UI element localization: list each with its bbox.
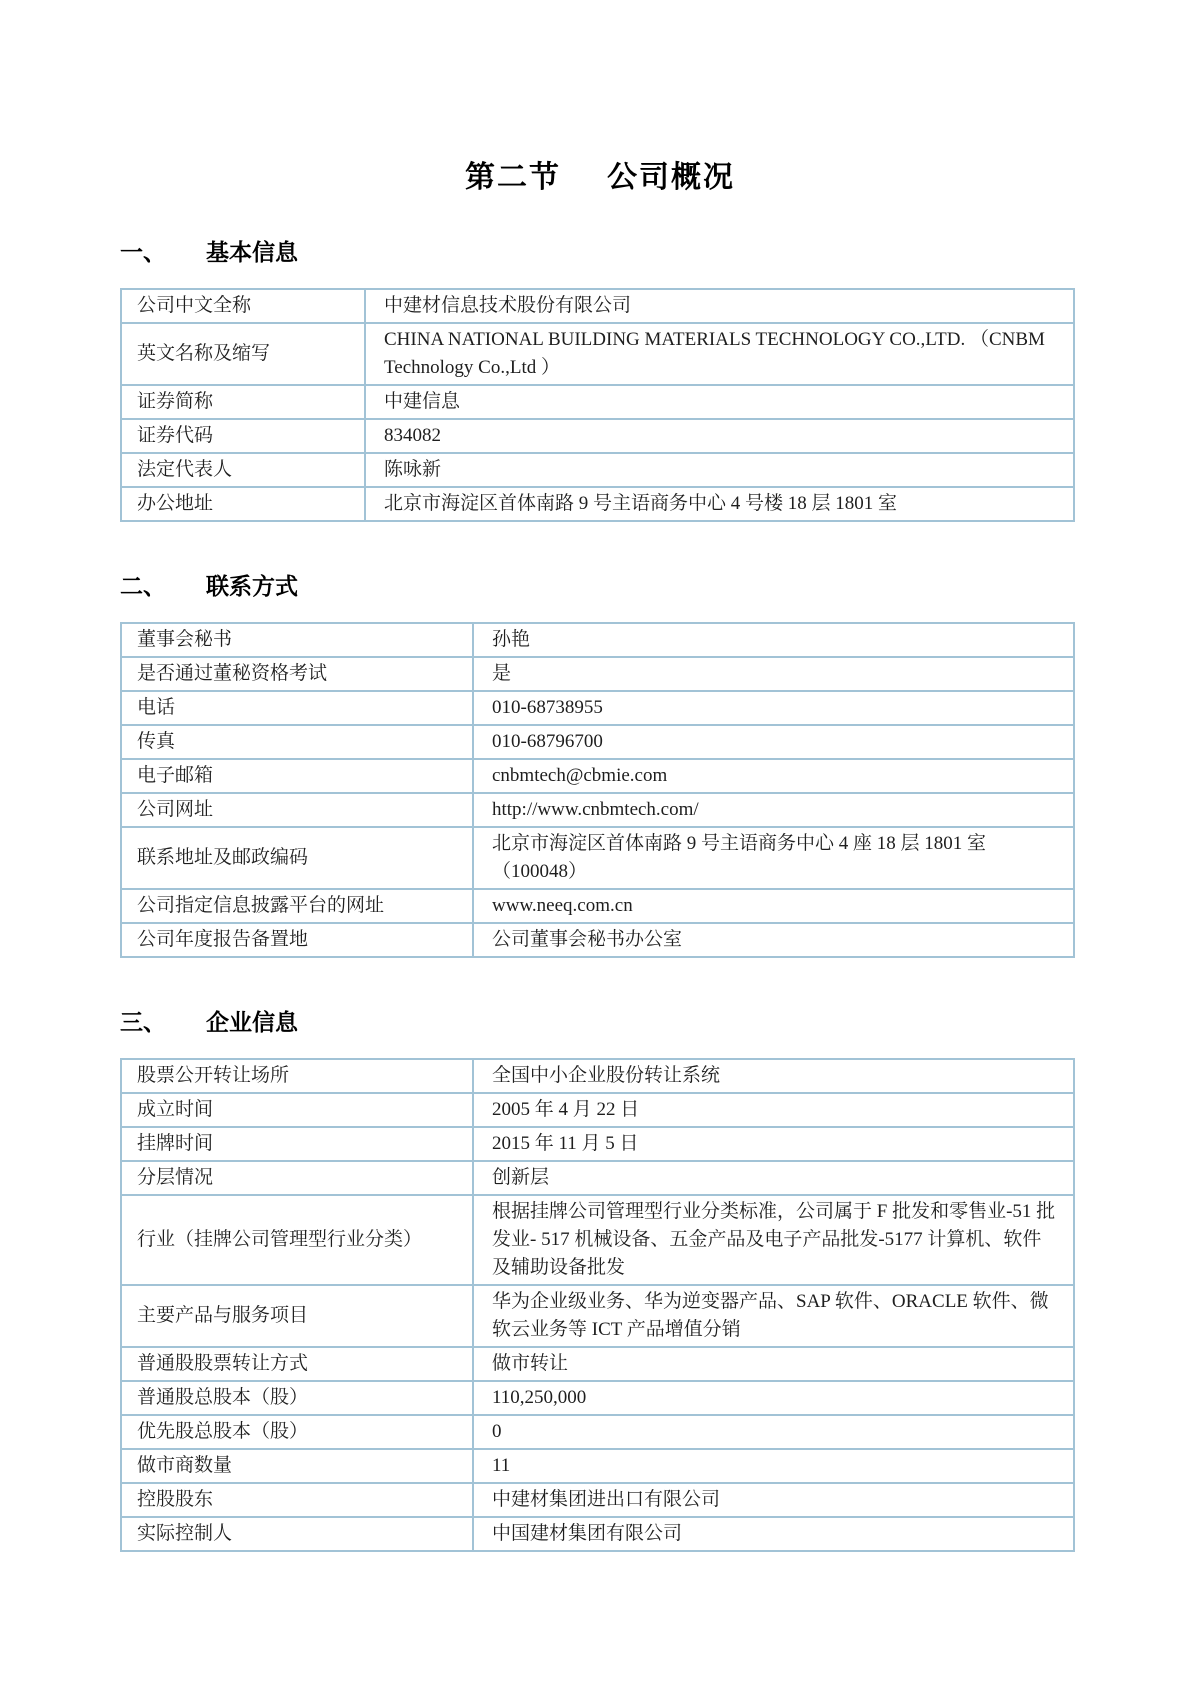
field-value: 北京市海淀区首体南路 9 号主语商务中心 4 号楼 18 层 1801 室 <box>365 487 1074 521</box>
field-label: 普通股股票转让方式 <box>121 1347 473 1381</box>
field-label: 做市商数量 <box>121 1449 473 1483</box>
table-row <box>121 1381 1074 1415</box>
table-row <box>121 623 1074 657</box>
company-info-table <box>120 1058 1075 1552</box>
field-value: 北京市海淀区首体南路 9 号主语商务中心 4 座 18 层 1801 室 （100048） <box>473 827 1074 889</box>
field-label: 优先股总股本（股） <box>121 1415 473 1449</box>
field-value: www.neeq.com.cn <box>473 889 1074 923</box>
table-row <box>121 1127 1074 1161</box>
field-value: 11 <box>473 1449 1074 1483</box>
field-value: 中建信息 <box>365 385 1074 419</box>
table-row <box>121 1093 1074 1127</box>
table-row <box>121 385 1074 419</box>
field-value: 110,250,000 <box>473 1381 1074 1415</box>
field-label: 联系地址及邮政编码 <box>121 827 473 889</box>
field-label: 成立时间 <box>121 1093 473 1127</box>
field-label: 法定代表人 <box>121 453 365 487</box>
table-row <box>121 323 1074 385</box>
field-value: 010-68738955 <box>473 691 1074 725</box>
field-value: cnbmtech@cbmie.com <box>473 759 1074 793</box>
field-value: 中国建材集团有限公司 <box>473 1517 1074 1551</box>
field-label: 公司年度报告备置地 <box>121 923 473 957</box>
table-row <box>121 1285 1074 1347</box>
table-row <box>121 759 1074 793</box>
table-row <box>121 289 1074 323</box>
field-label: 公司中文全称 <box>121 289 365 323</box>
heading-number: 二、 <box>120 573 166 599</box>
field-label: 公司网址 <box>121 793 473 827</box>
field-value: 010-68796700 <box>473 725 1074 759</box>
table-row <box>121 1517 1074 1551</box>
field-value: 2005 年 4 月 22 日 <box>473 1093 1074 1127</box>
field-label: 办公地址 <box>121 487 365 521</box>
table-row <box>121 419 1074 453</box>
field-value: 2015 年 11 月 5 日 <box>473 1127 1074 1161</box>
heading-label: 联系方式 <box>206 573 298 599</box>
field-label: 公司指定信息披露平台的网址 <box>121 889 473 923</box>
field-value: 中建材信息技术股份有限公司 <box>365 289 1074 323</box>
field-value: 创新层 <box>473 1161 1074 1195</box>
field-value: 做市转让 <box>473 1347 1074 1381</box>
field-label: 传真 <box>121 725 473 759</box>
field-value: 中建材集团进出口有限公司 <box>473 1483 1074 1517</box>
field-label: 挂牌时间 <box>121 1127 473 1161</box>
table-row <box>121 1347 1074 1381</box>
table-row <box>121 725 1074 759</box>
heading-number: 一、 <box>120 239 166 265</box>
field-label: 股票公开转让场所 <box>121 1059 473 1093</box>
field-value: 是 <box>473 657 1074 691</box>
field-label: 分层情况 <box>121 1161 473 1195</box>
field-value: 0 <box>473 1415 1074 1449</box>
table-row <box>121 889 1074 923</box>
field-value: CHINA NATIONAL BUILDING MATERIALS TECHNOLOGY CO.,LTD. （CNBM Technology Co.,Ltd ） <box>365 323 1074 385</box>
field-label: 证券代码 <box>121 419 365 453</box>
field-label: 董事会秘书 <box>121 623 473 657</box>
table-row <box>121 827 1074 889</box>
table-row <box>121 923 1074 957</box>
table-row <box>121 1449 1074 1483</box>
field-value: 孙艳 <box>473 623 1074 657</box>
field-value: http://www.cnbmtech.com/ <box>473 793 1074 827</box>
field-value: 公司董事会秘书办公室 <box>473 923 1074 957</box>
heading-contact-info <box>120 568 1075 601</box>
heading-label: 基本信息 <box>206 239 298 265</box>
heading-number: 三、 <box>120 1009 166 1035</box>
field-label: 电话 <box>121 691 473 725</box>
field-value: 834082 <box>365 419 1074 453</box>
heading-company-info <box>120 1004 1075 1037</box>
table-row <box>121 691 1074 725</box>
contact-info-table <box>120 622 1075 958</box>
table-row <box>121 1195 1074 1285</box>
table-row <box>121 1161 1074 1195</box>
page-content <box>120 234 1075 1552</box>
field-label: 主要产品与服务项目 <box>121 1285 473 1347</box>
field-value: 华为企业级业务、华为逆变器产品、SAP 软件、ORACLE 软件、微软云业务等 ICT 产品增值分销 <box>473 1285 1074 1347</box>
table-row <box>121 453 1074 487</box>
page-title <box>0 152 1200 196</box>
section-title: 公司概况 <box>607 161 735 194</box>
field-label: 实际控制人 <box>121 1517 473 1551</box>
basic-info-table <box>120 288 1075 522</box>
field-value: 全国中小企业股份转让系统 <box>473 1059 1074 1093</box>
field-label: 电子邮箱 <box>121 759 473 793</box>
field-label: 是否通过董秘资格考试 <box>121 657 473 691</box>
table-row <box>121 793 1074 827</box>
field-value: 陈咏新 <box>365 453 1074 487</box>
field-label: 普通股总股本（股） <box>121 1381 473 1415</box>
section-number: 第二节 <box>465 161 561 194</box>
table-row <box>121 487 1074 521</box>
field-value: 根据挂牌公司管理型行业分类标准，公司属于 F 批发和零售业-51 批发业- 517 机械设备、五金产品及电子产品批发-5177 计算机、软件及辅助设备批发 <box>473 1195 1074 1285</box>
field-label: 行业（挂牌公司管理型行业分类） <box>121 1195 473 1285</box>
table-row <box>121 1059 1074 1093</box>
table-row <box>121 1483 1074 1517</box>
table-row <box>121 657 1074 691</box>
heading-label: 企业信息 <box>206 1009 298 1035</box>
field-label: 英文名称及缩写 <box>121 323 365 385</box>
heading-basic-info <box>120 234 1075 267</box>
field-label: 证券简称 <box>121 385 365 419</box>
table-row <box>121 1415 1074 1449</box>
field-label: 控股股东 <box>121 1483 473 1517</box>
